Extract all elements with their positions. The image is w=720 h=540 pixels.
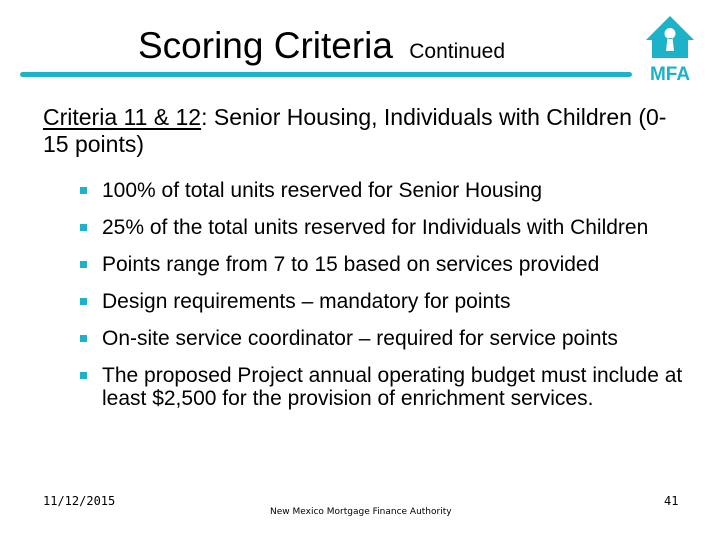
- bullet-list: [80, 179, 690, 410]
- title-suffix: Continued: [409, 40, 506, 63]
- bullet-text: Design requirements – mandatory for points: [102, 290, 511, 313]
- bullet-item: [80, 327, 690, 350]
- bullet-marker: [80, 298, 87, 305]
- footer-date: 11/12/2015: [43, 494, 116, 508]
- bullet-item: [80, 253, 690, 276]
- title-main: Scoring Criteria: [138, 25, 393, 66]
- bullet-marker: [80, 372, 87, 379]
- bullet-text: 100% of total units reserved for Senior Housing: [102, 179, 543, 202]
- bullet-marker: [80, 224, 87, 231]
- criteria-heading: [43, 104, 683, 158]
- title-underline-rule: [20, 72, 632, 77]
- mfa-logo: [642, 14, 698, 86]
- bullet-item: [80, 290, 690, 313]
- bullet-text: The proposed Project annual operating budget must include at least $2,500 for the provision of enrichment services.: [102, 364, 683, 410]
- house-keyhole-icon: [646, 16, 694, 58]
- bullet-item: [80, 216, 690, 239]
- bullet-text: Points range from 7 to 15 based on services provided: [102, 253, 600, 276]
- bullet-text: 25% of the total units reserved for Individuals with Children: [102, 216, 649, 239]
- criteria-description: : Senior Housing, Individuals with Children (0-15 points): [43, 104, 667, 157]
- logo-text: MFA: [649, 64, 691, 85]
- bullet-marker: [80, 335, 87, 342]
- slide-title: [138, 24, 505, 74]
- bullet-item: [80, 364, 690, 410]
- criteria-label: Criteria 11 & 12: [43, 104, 202, 130]
- footer-organization: New Mexico Mortgage Finance Authority: [270, 507, 452, 517]
- page-number: 41: [664, 494, 679, 508]
- bullet-item: [80, 179, 690, 202]
- bullet-marker: [80, 261, 87, 268]
- bullet-text: On-site service coordinator – required for service points: [102, 327, 618, 350]
- bullet-marker: [80, 187, 87, 194]
